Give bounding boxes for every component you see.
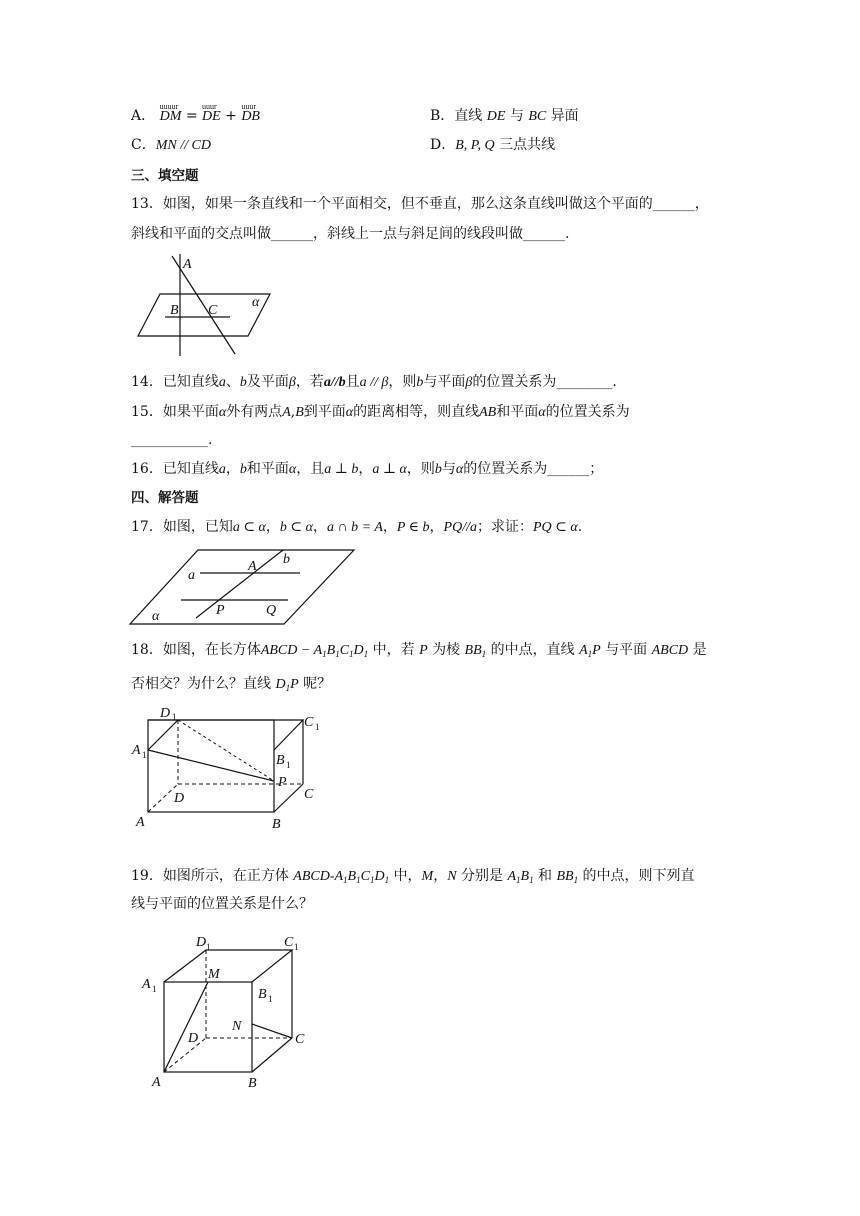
q19-label-n: N: [232, 1019, 242, 1034]
q13-label-alpha: α: [252, 295, 260, 310]
q18-label-b1: B: [276, 753, 285, 768]
q19-label-c: C: [295, 1032, 305, 1047]
q18-sub-c1: 1: [315, 722, 320, 732]
q17-label-b: b: [283, 552, 290, 567]
q19-line1: 19．如图所示，在正方体 ABCD-$A_1B_1C_1D_1$ 中，M，N 分别是 $A_1B_1$ 和 $BB_1$ 的中点，则下列直: [131, 868, 695, 885]
q18-sub-b1: 1: [286, 760, 291, 770]
option-d: D．B, P, Q 三点共线: [430, 137, 556, 153]
q19-figure: [138, 932, 328, 1092]
vector-db: uuur DB: [241, 102, 260, 124]
equals-sign: =: [185, 108, 198, 124]
q18-line2: 否相交？为什么？直线 $D_1P$ 呢？: [131, 676, 332, 693]
q19-sub-b1: 1: [268, 994, 273, 1004]
section-title-answer: 四、解答题: [131, 490, 199, 506]
q19-label-b: B: [248, 1076, 257, 1091]
vector-dm: uuuur DM: [159, 102, 182, 124]
q17-label-p: P: [216, 603, 225, 618]
q19-label-m: M: [208, 967, 220, 982]
vector-de: uuur DE: [202, 102, 221, 124]
option-a-label: A．: [131, 108, 156, 124]
q15-line2: ___________.: [131, 432, 213, 448]
plus-sign: +: [225, 108, 237, 124]
q19-label-d1: D: [196, 935, 207, 950]
q18-label-c1: C: [304, 715, 314, 730]
q13-figure: [130, 254, 290, 364]
q17-label-q: Q: [266, 603, 277, 618]
q19-sub-d1: 1: [206, 942, 211, 952]
q17-figure: [128, 548, 360, 628]
option-a: [131, 102, 260, 127]
q18-sub-d1: 1: [172, 712, 177, 722]
q19-sub-c1: 1: [294, 942, 299, 952]
q19-label-c1: C: [284, 935, 294, 950]
q18-label-c: C: [304, 787, 314, 802]
q18-figure: [128, 702, 338, 832]
q17-label-a: a: [188, 568, 195, 583]
q19-label-a: A: [152, 1075, 161, 1090]
q19-sub-a1: 1: [152, 984, 157, 994]
q18-line1: 18．如图，在长方体ABCD − $A_1B_1C_1D_1$ 中，若 P 为棱 $BB_1$ 的中点，直线 $A_1P$ 与平面 ABCD 是: [131, 642, 707, 659]
section-title-fill-in: 三、填空题: [131, 168, 199, 184]
q13-label-c: C: [208, 303, 218, 318]
q19-label-a1: A: [142, 977, 151, 992]
q15-line1: 15．如果平面α外有两点A,B到平面α的距离相等，则直线AB和平面α的位置关系为: [131, 404, 630, 420]
q19-label-b1: B: [258, 987, 267, 1002]
q17-label-alpha: α: [152, 609, 160, 624]
q17-text: 17．如图，已知a ⊂ α，b ⊂ α，a ∩ b = A，P ∈ b，PQ//a；求证：PQ ⊂ α.: [131, 519, 583, 535]
q18-label-d1: D: [160, 706, 171, 721]
q13-label-a: A: [183, 257, 192, 272]
q13-label-b: B: [170, 303, 179, 318]
q13-line2: 斜线和平面的交点叫做______，斜线上一点与斜足间的线段叫做______.: [131, 226, 570, 242]
q19-label-d: D: [188, 1031, 199, 1046]
q19-line2: 线与平面的位置关系是什么？: [131, 896, 313, 912]
q18-label-d: D: [174, 791, 185, 806]
q18-label-p: P: [278, 775, 287, 790]
q14-text: 14．已知直线a、b及平面β，若a//b且a // β，则b与平面β的位置关系为________.: [131, 374, 617, 390]
q13-line1: 13．如图，如果一条直线和一个平面相交，但不垂直，那么这条直线叫做这个平面的______，: [131, 196, 709, 212]
q18-label-b: B: [272, 817, 281, 832]
q18-label-a: A: [136, 815, 145, 830]
q16-text: 16．已知直线a，b和平面α，且a ⊥ b，a ⊥ α，则b与α的位置关系为______；: [131, 461, 604, 477]
q17-label-cap-a: A: [248, 559, 257, 574]
q18-label-a1: A: [132, 743, 141, 758]
q18-sub-a1: 1: [142, 750, 147, 760]
option-c: C．MN // CD: [131, 137, 211, 153]
option-b: B．直线 DE 与 BC 异面: [430, 108, 579, 124]
